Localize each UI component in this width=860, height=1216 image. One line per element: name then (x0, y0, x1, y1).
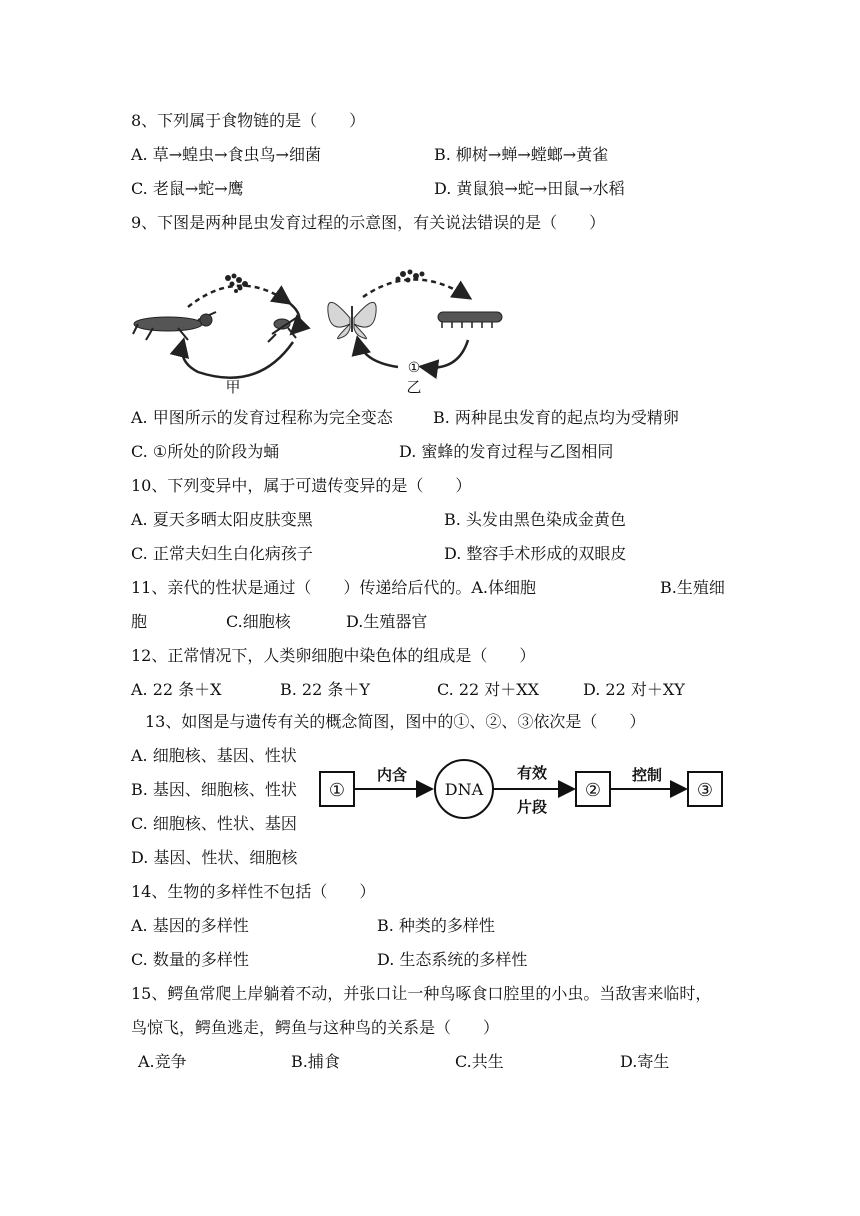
box-3-label: ③ (696, 780, 714, 801)
insect-development-figure (128, 262, 518, 398)
arrow-1-label: 内含 (376, 766, 408, 784)
egg-cluster-yi (396, 270, 425, 283)
pupa-marker: ① (407, 360, 421, 376)
q10-option-b: B. 头发由黑色染成金黄色 (444, 510, 626, 529)
q15-option-d: D.寄生 (620, 1052, 670, 1071)
q11-option-b: B.生殖细 (660, 578, 725, 597)
q12-option-b: B. 22 条＋Y (280, 680, 370, 699)
arrow-2-top-label: 有效 (516, 764, 548, 782)
q8-option-c: C. 老鼠→蛇→鹰 (131, 179, 244, 198)
q13-option-d: D. 基因、性状、细胞核 (131, 848, 298, 867)
grasshopper-adult (133, 312, 216, 340)
q15-option-a: A.竞争 (138, 1052, 187, 1071)
grasshopper-nymph (268, 318, 296, 342)
q8-option-b: B. 柳树→蝉→螳螂→黄雀 (434, 145, 609, 164)
q15-line2: 鸟惊飞，鳄鱼逃走，鳄鱼与这种鸟的关系是（ ） (131, 1018, 500, 1037)
q14-option-d: D. 生态系统的多样性 (377, 950, 528, 969)
dna-label: DNA (444, 780, 484, 799)
box-1-label: ① (328, 780, 346, 801)
q10-stem: 10、下列变异中，属于可遗传变异的是（ ） (131, 476, 472, 495)
q11-line1: 11、亲代的性状是通过（ ）传递给后代的。A.体细胞 (131, 578, 537, 597)
q10-option-d: D. 整容手术形成的双眼皮 (444, 544, 627, 563)
q8-option-a: A. 草→蝗虫→食虫鸟→细菌 (131, 145, 321, 164)
q12-option-d: D. 22 对＋XY (583, 680, 685, 699)
q13-stem: 13、如图是与遗传有关的概念简图，图中的①、②、③依次是（ ） (145, 712, 646, 731)
q14-stem: 14、生物的多样性不包括（ ） (131, 882, 376, 901)
arrow-2-bottom-label: 片段 (516, 798, 548, 816)
q11-option-d: D.生殖器官 (346, 612, 428, 631)
q9-option-a: A. 甲图所示的发育过程称为完全变态 (131, 408, 393, 427)
q15-line1: 15、鳄鱼常爬上岸躺着不动，并张口让一种鸟啄食口腔里的小虫。当敌害来临时， (131, 984, 712, 1003)
egg-cluster-jia (225, 274, 248, 294)
q13-option-b: B. 基因、细胞核、性状 (131, 780, 297, 799)
q15-option-c: C.共生 (455, 1052, 504, 1071)
caterpillar-larva (438, 312, 502, 328)
q13-option-c: C. 细胞核、性状、基因 (131, 814, 297, 833)
q12-option-a: A. 22 条＋X (131, 680, 222, 699)
q9-stem: 9、下图是两种昆虫发育过程的示意图，有关说法错误的是（ ） (131, 213, 606, 232)
q9-option-d: D. 蜜蜂的发育过程与乙图相同 (399, 442, 614, 461)
label-yi: 乙 (406, 378, 422, 396)
label-jia: 甲 (225, 378, 241, 396)
q13-option-a: A. 细胞核、基因、性状 (131, 746, 297, 765)
q12-option-c: C. 22 对＋XX (437, 680, 540, 699)
q9-option-c: C. ①所处的阶段为蛹 (131, 442, 280, 461)
q14-option-b: B. 种类的多样性 (377, 916, 495, 935)
q15-option-b: B.捕食 (291, 1052, 340, 1071)
q8-stem: 8、下列属于食物链的是（ ） (131, 111, 366, 130)
q10-option-c: C. 正常夫妇生白化病孩子 (131, 544, 313, 563)
q8-option-d: D. 黄鼠狼→蛇→田鼠→水稻 (434, 179, 625, 198)
q9-option-b: B. 两种昆虫发育的起点均为受精卵 (433, 408, 679, 427)
q11-option-c: C.细胞核 (226, 612, 291, 631)
arrow-3-label: 控制 (631, 766, 663, 784)
box-2-label: ② (584, 780, 602, 801)
butterfly-adult (328, 302, 376, 338)
genetics-concept-diagram (316, 756, 726, 826)
q14-option-c: C. 数量的多样性 (131, 950, 249, 969)
q12-stem: 12、正常情况下，人类卵细胞中染色体的组成是（ ） (131, 646, 536, 665)
q14-option-a: A. 基因的多样性 (131, 916, 249, 935)
q11-line2: 胞 (131, 612, 148, 631)
q10-option-a: A. 夏天多晒太阳皮肤变黑 (131, 510, 313, 529)
